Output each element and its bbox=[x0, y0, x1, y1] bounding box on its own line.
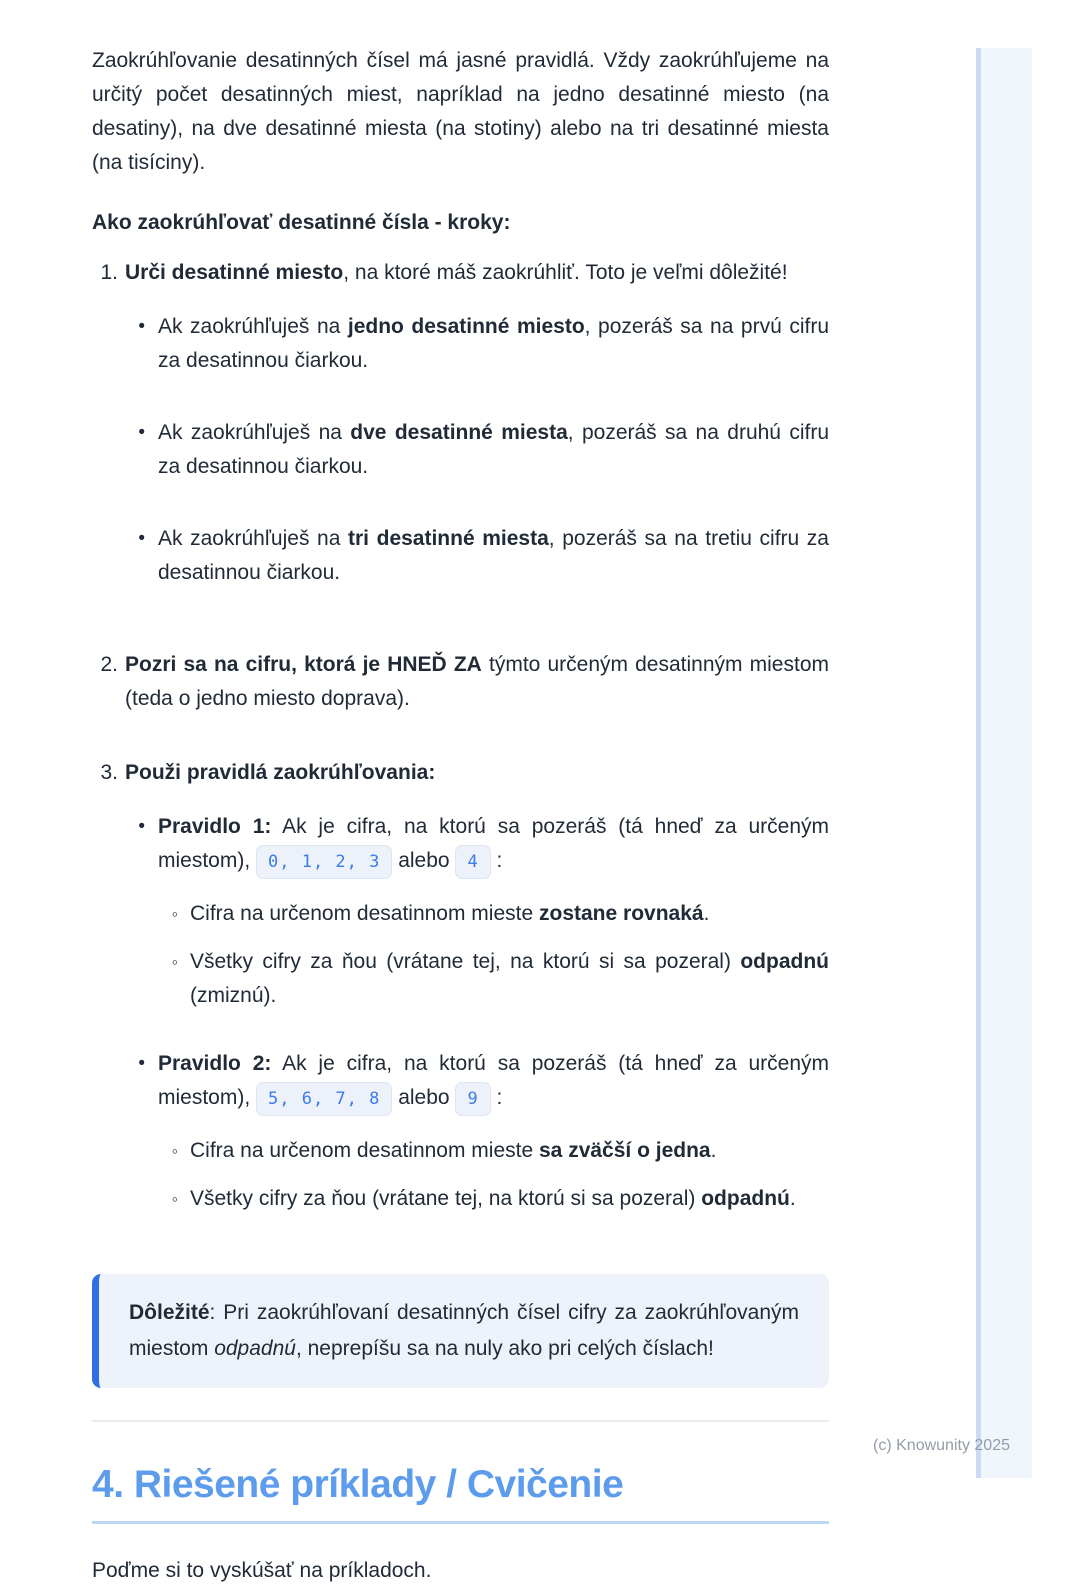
step-text: Pozri sa na cifru, ktorá je HNEĎ ZA týmto určeným desatinným miestom (teda o jedno miesto doprava). bbox=[125, 653, 829, 710]
sub-list-item-text: Všetky cifry za ňou (vrátane tej, na ktorú si sa pozeral) odpadnú (zmiznú). bbox=[190, 950, 829, 1007]
step-text: Urči desatinné miesto, na ktoré máš zaokrúhliť. Toto je veľmi dôležité! bbox=[125, 261, 788, 284]
step-body bbox=[125, 756, 829, 1250]
sub-list-item-text: Cifra na určenom desatinnom mieste zostane rovnaká. bbox=[190, 902, 710, 925]
sub-list-item-text: Cifra na určenom desatinnom mieste sa zväčší o jedna. bbox=[190, 1139, 717, 1162]
rule-text: Pravidlo 1: Ak je cifra, na ktorú sa pozeráš (tá hneď za určeným miestom), 0, 1, 2, 3 alebo 4 : bbox=[158, 810, 829, 879]
section-heading: 4. Riešené príklady / Cvičenie bbox=[92, 1462, 829, 1524]
sub-list-item bbox=[158, 945, 829, 1013]
step-number: 1. bbox=[100, 261, 118, 284]
step-item-1 bbox=[92, 256, 829, 628]
rule-item-1 bbox=[125, 810, 829, 1027]
sub-list-item bbox=[158, 1134, 829, 1168]
bullet-icon: • bbox=[138, 816, 145, 837]
step-number: 2. bbox=[100, 653, 118, 676]
page-margin-strip bbox=[976, 48, 1032, 1478]
step-number: 3. bbox=[100, 761, 118, 784]
list-item bbox=[125, 416, 829, 502]
list-item-text: Ak zaokrúhľuješ na dve desatinné miesta, pozeráš sa na druhú cifru za desatinnou čiarkou. bbox=[158, 421, 830, 478]
bullet-icon: • bbox=[138, 528, 145, 549]
bullet-icon: • bbox=[138, 422, 145, 443]
copyright-footer: (c) Knowunity 2025 bbox=[873, 1437, 1010, 1454]
code-badge: 0, 1, 2, 3 bbox=[256, 845, 392, 879]
code-badge: 9 bbox=[455, 1082, 490, 1116]
sub-list-item bbox=[158, 897, 829, 931]
list-item-text: Ak zaokrúhľuješ na tri desatinné miesta, pozeráš sa na tretiu cifru za desatinnou čiarkou. bbox=[158, 527, 829, 584]
circle-bullet-icon: ◦ bbox=[171, 1141, 178, 1161]
outro-paragraph: Poďme si to vyskúšať na príkladoch. bbox=[92, 1559, 432, 1582]
list-item-text: Ak zaokrúhľuješ na jedno desatinné miesto, pozeráš sa na prvú cifru za desatinnou čiarkou. bbox=[158, 315, 829, 372]
step-item-3 bbox=[92, 756, 829, 1250]
sub-list-item-text: Všetky cifry za ňou (vrátane tej, na ktorú si sa pozeral) odpadnú. bbox=[190, 1187, 796, 1210]
circle-bullet-icon: ◦ bbox=[171, 952, 178, 972]
steps-heading: Ako zaokrúhľovať desatinné čísla - kroky: bbox=[92, 211, 511, 234]
document-content bbox=[92, 44, 829, 1588]
sub-list-item bbox=[158, 1182, 829, 1216]
bullet-icon: • bbox=[138, 316, 145, 337]
rule-sublist bbox=[158, 1134, 829, 1216]
step-body bbox=[125, 256, 829, 628]
section-divider bbox=[92, 1420, 829, 1422]
list-item bbox=[125, 310, 829, 396]
step-item-2 bbox=[92, 648, 829, 736]
bullet-icon: • bbox=[138, 1053, 145, 1074]
rule-item-2 bbox=[125, 1047, 829, 1230]
step-text: Použi pravidlá zaokrúhľovania: bbox=[125, 761, 436, 784]
callout-text: Dôležité: Pri zaokrúhľovaní desatinných čísel cifry za zaokrúhľovaným miestom odpadnú, neprepíšu sa na nuly ako pri celých číslach! bbox=[129, 1301, 799, 1360]
circle-bullet-icon: ◦ bbox=[171, 1189, 178, 1209]
rules-list bbox=[125, 810, 829, 1230]
circle-bullet-icon: ◦ bbox=[171, 904, 178, 924]
intro-paragraph: Zaokrúhľovanie desatinných čísel má jasné pravidlá. Vždy zaokrúhľujeme na určitý počet desatinných miest, napríklad na jedno desatinné miesto (na desatiny), na dve desatinné miesta (na stotiny) alebo na tri desatinné miesta (na tisíciny). bbox=[92, 49, 829, 174]
important-callout bbox=[92, 1274, 829, 1388]
list-item bbox=[125, 522, 829, 608]
step-body bbox=[125, 648, 829, 736]
rule-text: Pravidlo 2: Ak je cifra, na ktorú sa pozeráš (tá hneď za určeným miestom), 5, 6, 7, 8 alebo 9 : bbox=[158, 1047, 829, 1116]
code-badge: 4 bbox=[455, 845, 490, 879]
bullet-list bbox=[125, 310, 829, 608]
rule-sublist bbox=[158, 897, 829, 1013]
code-badge: 5, 6, 7, 8 bbox=[256, 1082, 392, 1116]
